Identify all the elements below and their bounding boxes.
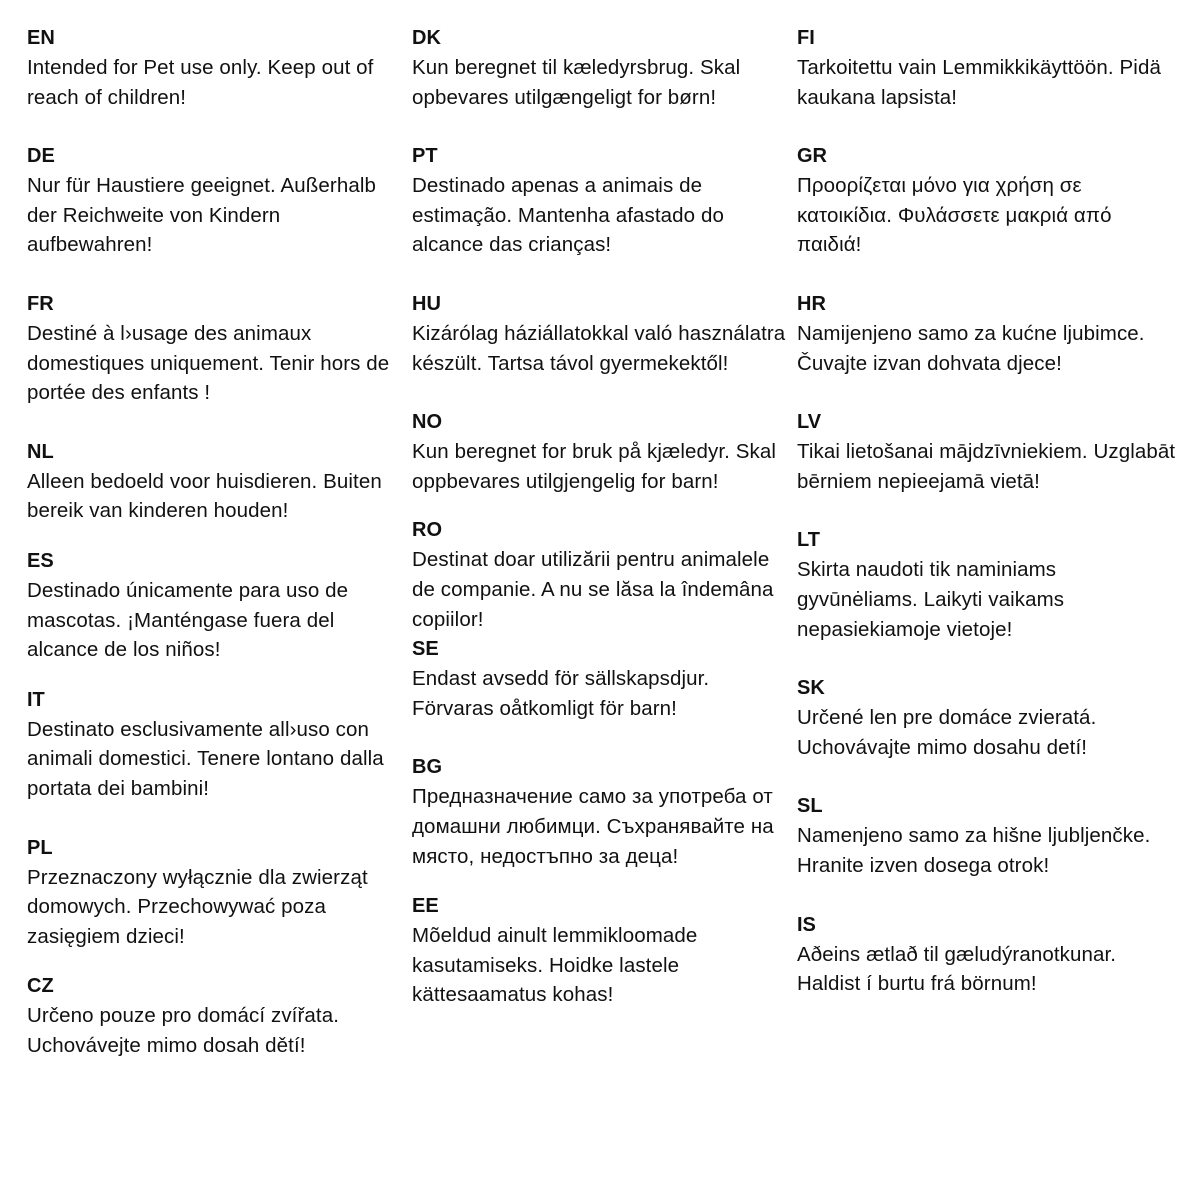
warning-entry-is bbox=[797, 910, 1177, 999]
language-code: HR bbox=[797, 292, 826, 315]
warning-text: Určeno pouze pro domácí zvířata. Uchovávejte mimo dosah dětí! bbox=[27, 1004, 339, 1057]
warning-entry-lt bbox=[797, 525, 1177, 644]
language-code: LV bbox=[797, 411, 822, 434]
language-code: SK bbox=[797, 677, 825, 700]
warning-entry-gr bbox=[797, 141, 1177, 260]
warning-entry-ro bbox=[412, 515, 792, 634]
language-code: PT bbox=[412, 145, 438, 168]
language-column-2 bbox=[412, 23, 792, 1010]
warning-text: Alleen bedoeld voor huisdieren. Buiten bereik van kinderen houden! bbox=[27, 469, 382, 523]
warning-text: Destinado apenas a animais de estimação. Mantenha afastado do alcance das crianças! bbox=[412, 174, 724, 257]
language-code: BG bbox=[412, 756, 442, 779]
language-code: EE bbox=[412, 895, 439, 918]
language-code: FI bbox=[797, 27, 815, 49]
warning-text: Určené len pre domáce zvieratá. Uchovávajte mimo dosahu detí! bbox=[797, 706, 1097, 759]
warning-text: Destinado únicamente para uso de mascotas. ¡Manténgase fuera del alcance de los niños! bbox=[27, 578, 349, 662]
warning-entry-pt bbox=[412, 141, 792, 260]
language-code: EN bbox=[27, 27, 55, 49]
language-code: NO bbox=[412, 411, 442, 434]
language-code: HU bbox=[412, 292, 441, 315]
language-code: CZ bbox=[27, 975, 54, 998]
warning-text: Destinat doar utilizării pentru animalele de companie. A nu se lăsa la îndemâna copiilor! bbox=[412, 548, 774, 631]
language-code: DE bbox=[27, 145, 55, 168]
warning-entry-en bbox=[27, 23, 407, 112]
language-code: SE bbox=[412, 638, 439, 661]
warning-text: Destiné à l›usage des animaux domestiques uniquement. Tenir hors de portée des enfants ! bbox=[27, 321, 390, 405]
warning-entry-ee bbox=[412, 891, 792, 1010]
language-code: IT bbox=[27, 688, 45, 711]
warning-text: Kun beregnet til kæledyrsbrug. Skal opbevares utilgængeligt for børn! bbox=[412, 56, 741, 109]
language-code: DK bbox=[412, 27, 441, 49]
warning-entry-sk bbox=[797, 673, 1177, 762]
warning-text: Przeznaczony wyłącznie dla zwierząt domowych. Przechowywać poza zasięgiem dzieci! bbox=[27, 865, 368, 948]
warning-entry-fi bbox=[797, 23, 1177, 112]
warning-text: Tarkoitettu vain Lemmikkikäyttöön. Pidä kaukana lapsista! bbox=[797, 56, 1161, 109]
warning-text: Aðeins ætlað til gæludýranotkunar. Haldist í burtu frá börnum! bbox=[797, 942, 1117, 996]
language-code: NL bbox=[27, 440, 54, 463]
warning-text: Nur für Haustiere geeignet. Außerhalb der Reichweite von Kindern aufbewahren! bbox=[27, 174, 376, 257]
warning-text: Destinato esclusivamente all›uso con animali domestici. Tenere lontano dalla portata dei bambini! bbox=[27, 717, 384, 800]
warning-text: Προορίζεται μόνο για χρήση σε κατοικίδια. Φυλάσσετε μακριά από παιδιά! bbox=[797, 174, 1112, 257]
warning-entry-cz bbox=[27, 971, 407, 1060]
warning-text: Tikai lietošanai mājdzīvniekiem. Uzglabāt bērniem nepieejamā vietā! bbox=[797, 440, 1176, 493]
warning-text: Kun beregnet for bruk på kjæledyr. Skal oppbevares utilgjengelig for barn! bbox=[412, 440, 776, 493]
warning-text: Namijenjeno samo za kućne ljubimce. Čuvajte izvan dohvata djece! bbox=[797, 321, 1145, 375]
warning-entry-bg bbox=[412, 752, 792, 871]
warning-entry-hu bbox=[412, 289, 792, 378]
warning-entry-sl bbox=[797, 791, 1177, 880]
warning-entry-se bbox=[412, 634, 792, 723]
warning-entry-es bbox=[27, 546, 407, 665]
language-code: SL bbox=[797, 795, 823, 818]
language-column-1 bbox=[27, 23, 407, 1060]
warning-text: Предназначение само за употреба от домашни любимци. Съхранявайте на място, недостъпно за деца! bbox=[412, 785, 774, 868]
language-code: LT bbox=[797, 529, 820, 552]
warning-entry-hr bbox=[797, 289, 1177, 378]
warning-entry-dk bbox=[412, 23, 792, 112]
warning-text: Endast avsedd för sällskapsdjur. Förvaras oåtkomligt för barn! bbox=[412, 667, 710, 720]
warning-entry-nl bbox=[27, 437, 407, 526]
warning-text: Kizárólag háziállatokkal való használatra készült. Tartsa távol gyermekektől! bbox=[412, 321, 786, 375]
warning-entry-de bbox=[27, 141, 407, 260]
language-code: IS bbox=[797, 913, 816, 936]
language-column-3 bbox=[797, 23, 1177, 999]
warning-text: Mõeldud ainult lemmikloomade kasutamiseks. Hoidke lastele kättesaamatus kohas! bbox=[412, 924, 698, 1007]
language-code: GR bbox=[797, 145, 827, 168]
warning-entry-pl bbox=[27, 833, 407, 952]
warning-entry-it bbox=[27, 685, 407, 804]
warning-text: Namenjeno samo za hišne ljubljenčke. Hranite izven dosega otrok! bbox=[797, 824, 1151, 877]
language-code: RO bbox=[412, 519, 442, 542]
warning-text: Skirta naudoti tik naminiams gyvūnėliams. Laikyti vaikams nepasiekiamoje vietoje! bbox=[797, 558, 1065, 641]
language-code: FR bbox=[27, 292, 54, 315]
warning-entry-lv bbox=[797, 407, 1177, 496]
warning-text: Intended for Pet use only. Keep out of reach of children! bbox=[27, 56, 374, 109]
language-code: PL bbox=[27, 836, 53, 859]
warning-entry-no bbox=[412, 407, 792, 496]
language-code: ES bbox=[27, 549, 54, 572]
warning-entry-fr bbox=[27, 289, 407, 408]
